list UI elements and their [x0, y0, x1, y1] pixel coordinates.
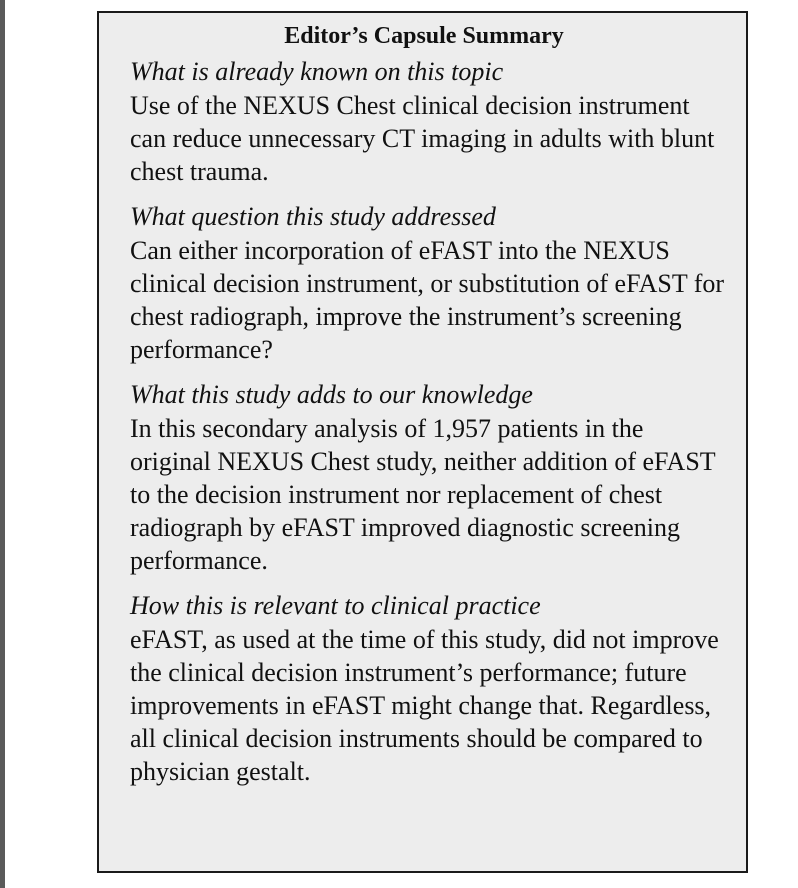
section-heading: What is already known on this topic [130, 57, 504, 86]
section-relevance [130, 589, 726, 788]
section-heading: How this is relevant to clinical practice [130, 591, 541, 620]
section-heading: What question this study addressed [130, 202, 496, 231]
section-known [130, 55, 726, 188]
section-body: Use of the NEXUS Chest clinical decision instrument can reduce unnecessary CT imaging in adults with blunt chest trauma. [130, 91, 715, 186]
section-body: In this secondary analysis of 1,957 patients in the original NEXUS Chest study, neither addition of eFAST to the decision instrument nor replacement of chest radiograph by eFAST improved diagnostic screening performance. [130, 414, 716, 575]
capsule-title: Editor’s Capsule Summary [284, 23, 564, 49]
section-heading: What this study adds to our knowledge [130, 380, 533, 409]
section-body: Can either incorporation of eFAST into the NEXUS clinical decision instrument, or substitution of eFAST for chest radiograph, improve the instrument’s screening performance? [130, 236, 725, 364]
page-edge-bar [0, 0, 5, 888]
section-question [130, 200, 726, 366]
section-body: eFAST, as used at the time of this study, did not improve the clinical decision instrument’s performance; future improvements in eFAST might change that. Regardless, all clinical decision instruments should be compared to physician gestalt. [130, 625, 719, 786]
capsule-summary-box [97, 11, 748, 873]
section-adds [130, 378, 726, 577]
